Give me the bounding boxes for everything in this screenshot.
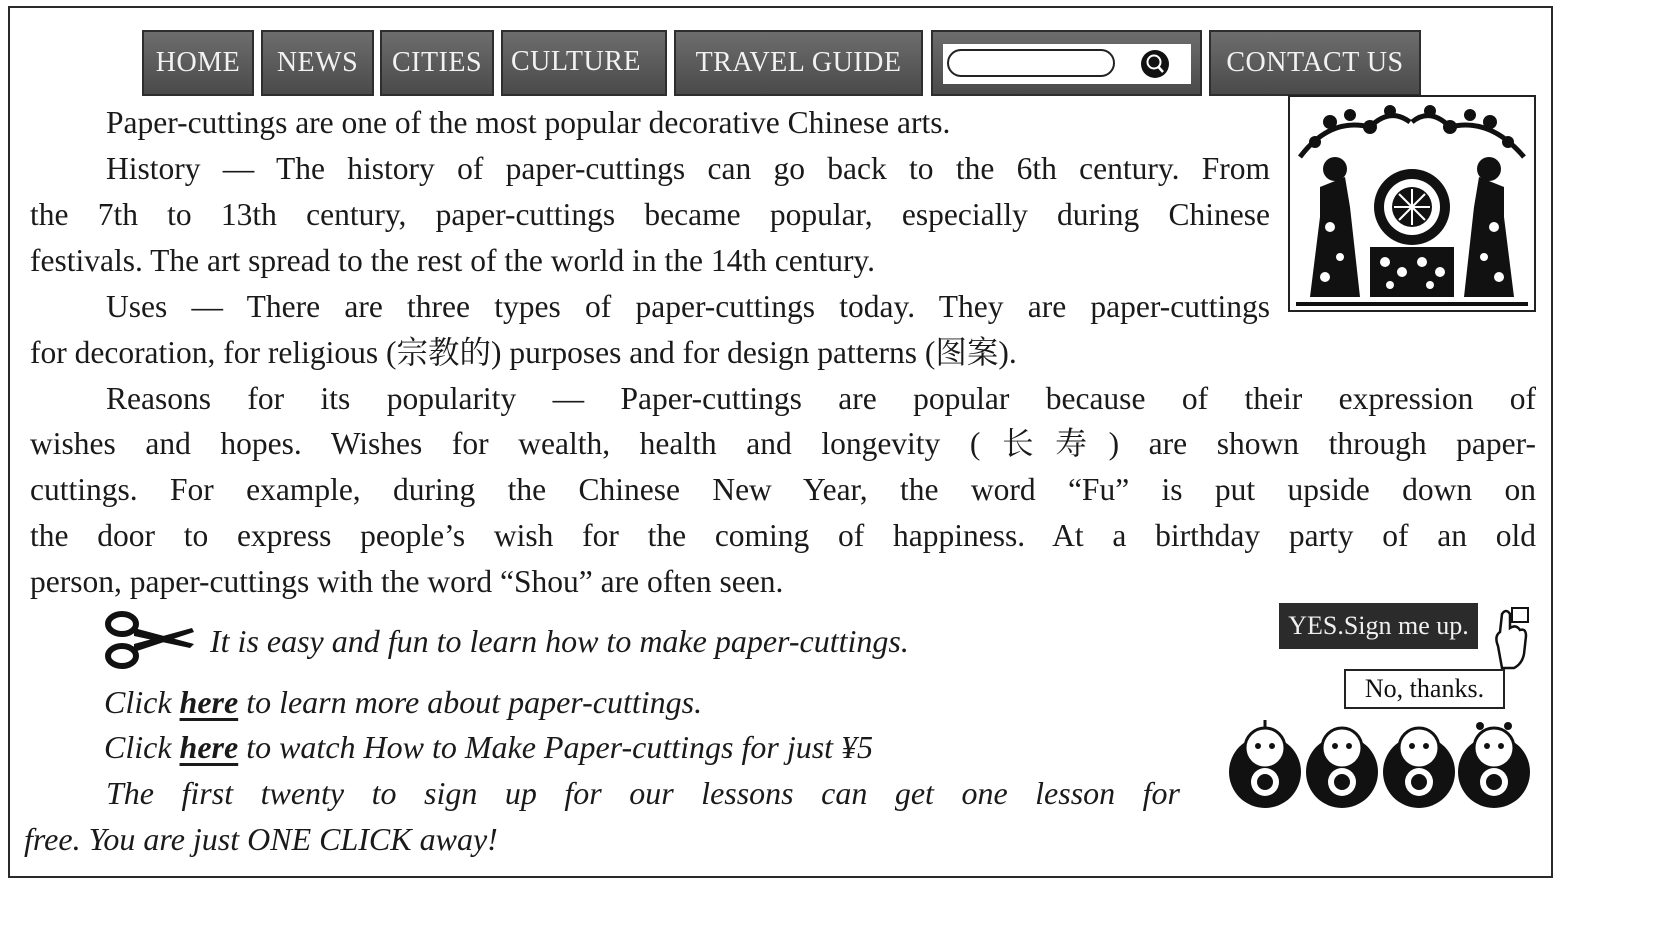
offer-line-1: The first twenty to sign up for our lessons can get one lesson for (106, 775, 1180, 811)
reasons-line-2: wishes and hopes. Wishes for wealth, health and longevity (长寿) are shown through paper- (30, 426, 1536, 461)
nav-news-button[interactable]: NEWS (261, 30, 374, 96)
search-icon[interactable] (1139, 48, 1171, 80)
search-input[interactable] (947, 49, 1115, 77)
nav-home-button[interactable]: HOME (142, 30, 254, 96)
nav-travel-guide-button[interactable]: TRAVEL GUIDE (674, 30, 923, 96)
watch-video-link[interactable]: here (179, 729, 239, 765)
nav-culture-label: CULTURE (511, 46, 642, 77)
paper-cutting-image (1288, 95, 1536, 312)
nav-culture-button[interactable] (501, 30, 667, 96)
nav-contact-us-button[interactable]: CONTACT US (1209, 30, 1421, 96)
search-bar (931, 30, 1202, 96)
scissors-icon (104, 610, 196, 670)
reasons-line-3: cuttings. For example, during the Chinese New Year, the word “Fu” is put upside down on (30, 472, 1536, 507)
search-inner (943, 44, 1191, 84)
watch-video-line (104, 724, 873, 770)
uses-line-1: Uses — There are three types of paper-cuttings today. They are paper-cuttings (106, 289, 1270, 324)
reasons-line-1: Reasons for its popularity — Paper-cuttings are popular because of their expression of (106, 381, 1536, 416)
watch-video-suffix: to watch How to Make Paper-cuttings for just ¥5 (238, 729, 874, 765)
click-prefix: Click (104, 684, 180, 720)
doll-illustration (1302, 718, 1382, 810)
history-line-1: History — The history of paper-cuttings can go back to the 6th century. From (106, 151, 1270, 186)
no-thanks-button[interactable]: No, thanks. (1344, 669, 1505, 709)
click-prefix: Click (104, 729, 180, 765)
doll-illustration (1454, 718, 1534, 810)
pointing-hand-icon (1488, 606, 1530, 670)
reasons-line-4: the door to express people’s wish for the coming of happiness. At a birthday party of an old (30, 518, 1536, 553)
nav-cities-button[interactable]: CITIES (380, 30, 494, 96)
offer-line-2: free. You are just ONE CLICK away! (24, 821, 498, 857)
learn-more-line (104, 679, 702, 725)
easy-fun-text: It is easy and fun to learn how to make paper-cuttings. (210, 623, 909, 659)
uses-line-2: for decoration, for religious (宗教的) purposes and for design patterns (图案). (30, 335, 1017, 370)
learn-more-link[interactable]: here (179, 684, 239, 720)
sign-up-button[interactable]: YES.Sign me up. (1279, 603, 1478, 649)
reasons-line-5: person, paper-cuttings with the word “Shou” are often seen. (30, 564, 784, 599)
doll-illustration (1379, 718, 1459, 810)
doll-illustration (1225, 718, 1305, 810)
learn-more-suffix: to learn more about paper-cuttings. (238, 684, 703, 720)
intro-paragraph: Paper-cuttings are one of the most popular decorative Chinese arts. (106, 105, 951, 140)
history-line-2: the 7th to 13th century, paper-cuttings became popular, especially during Chinese (30, 197, 1270, 232)
history-line-3: festivals. The art spread to the rest of the world in the 14th century. (30, 243, 876, 278)
